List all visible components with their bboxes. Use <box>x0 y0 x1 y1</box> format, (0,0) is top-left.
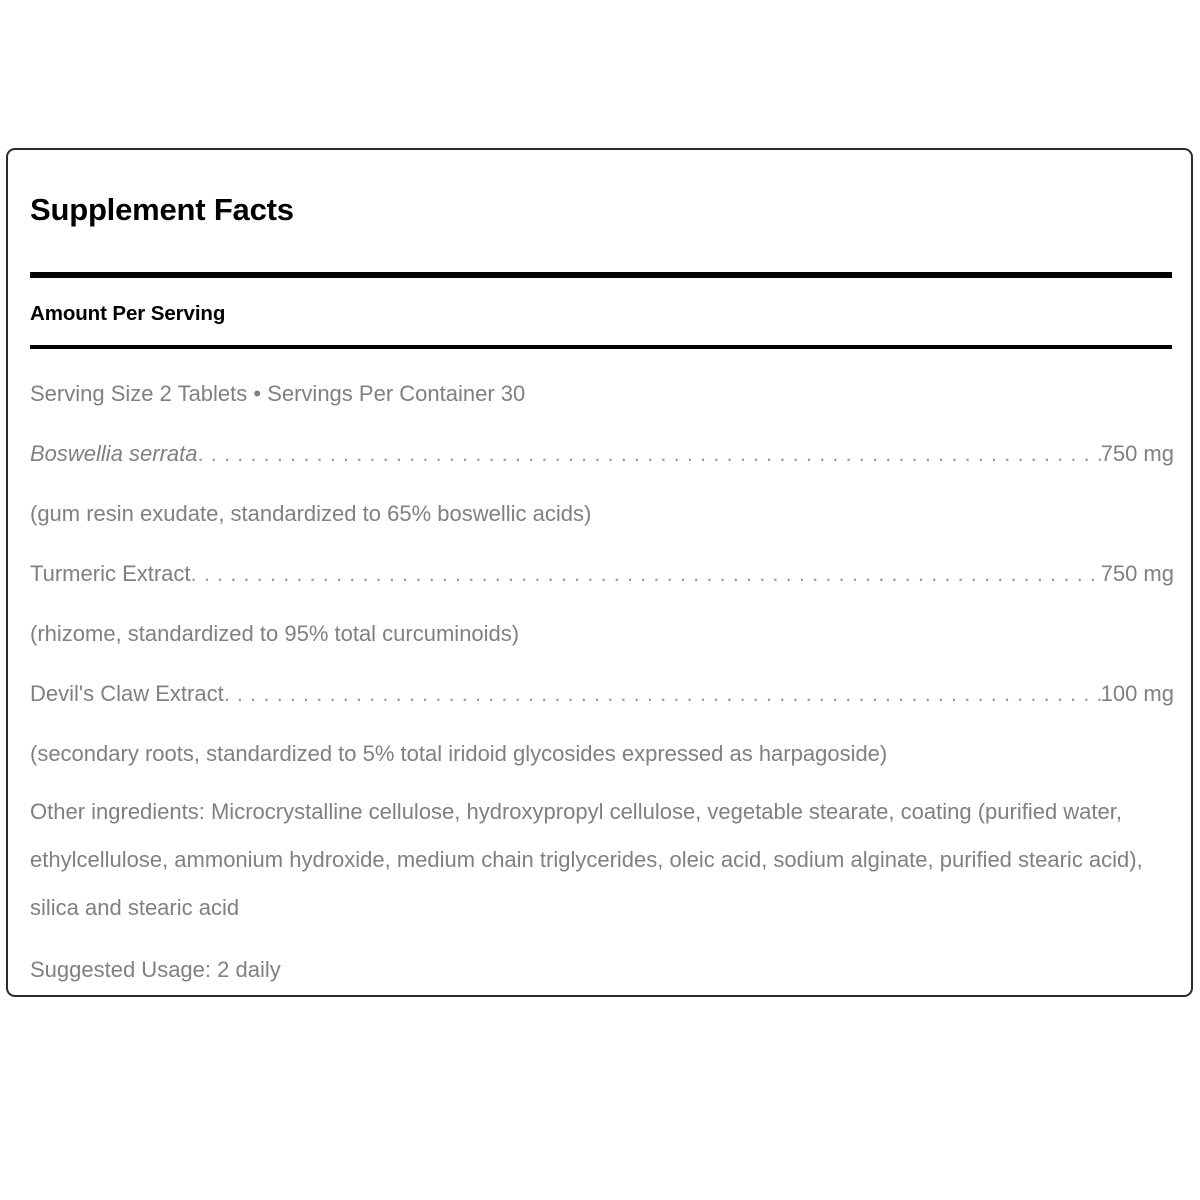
serving-size-line: Serving Size 2 Tablets • Servings Per Container 30 <box>30 381 526 406</box>
ingredient-row <box>30 544 1174 604</box>
amount-per-serving-heading: Amount Per Serving <box>30 302 226 325</box>
supplement-facts-content <box>30 150 1174 995</box>
ingredient-amount: 100 mg <box>1100 681 1174 706</box>
ingredient-row <box>30 664 1174 724</box>
ingredient-amount: 750 mg <box>1100 441 1174 466</box>
dot-leader <box>198 424 1101 484</box>
ingredient-amount: 750 mg <box>1100 561 1174 586</box>
suggested-usage-text: Suggested Usage: 2 daily <box>30 957 281 982</box>
supplement-facts-body <box>30 364 1174 1000</box>
ingredient-detail: (secondary roots, standardized to 5% total iridoid glycosides expressed as harpagoside) <box>30 741 888 766</box>
heading-divider-thick <box>30 272 1172 278</box>
dot-leader <box>224 664 1101 724</box>
supplement-facts-panel <box>6 148 1193 997</box>
ingredient-name: Boswellia serrata <box>30 441 198 466</box>
page-title: Supplement Facts <box>30 192 294 227</box>
ingredient-detail: (rhizome, standardized to 95% total curcuminoids) <box>30 621 520 646</box>
heading-divider-thin <box>30 345 1172 349</box>
ingredient-name: Turmeric Extract <box>30 561 191 586</box>
dot-leader <box>191 544 1101 604</box>
ingredient-name: Devil's Claw Extract <box>30 681 224 706</box>
ingredient-detail: (gum resin exudate, standardized to 65% boswellic acids) <box>30 501 592 526</box>
ingredient-row <box>30 424 1174 484</box>
other-ingredients-text: Other ingredients: Microcrystalline cellulose, hydroxypropyl cellulose, vegetable stearate, coating (purified water, ethylcellulose, ammonium hydroxide, medium chain triglycerides, oleic acid, sodium alginate, purified stearic acid), silica and stearic acid <box>30 799 1143 920</box>
